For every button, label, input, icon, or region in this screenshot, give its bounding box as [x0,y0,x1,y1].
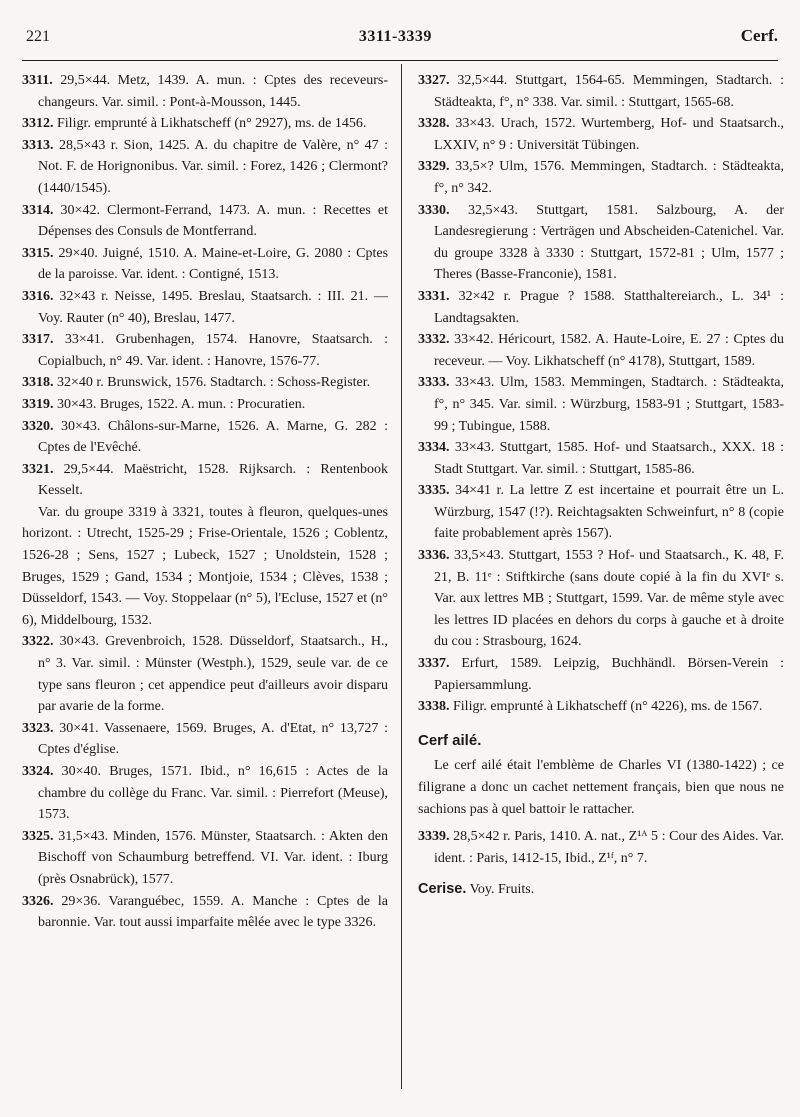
entry-item [418,545,784,653]
entry-number: 3334. [418,440,450,456]
entry-text: 33×41. Grubenhagen, 1574. Hanovre, Staatsarch. : Copialbuch, n° 49. Var. ident. : Hanovre, 1576-77. [38,332,388,369]
entry-item [22,372,388,394]
cross-reference-text: Voy. Fruits. [469,882,535,898]
entry-text: 30×43. Châlons-sur-Marne, 1526. A. Marne, G. 282 : Cptes de l'Evêché. [38,418,389,456]
header-rule [22,60,778,61]
entry-number: 3339. [418,829,450,845]
right-entries [418,70,784,718]
entry-text: Var. du groupe 3319 à 3321, toutes à fleuron, quelques-unes horizont. : Utrecht, 1525-29 ; Frise-Orientale, 1526 ; Coblentz, 1526-28 ; Sens, 1527 ; Lubeck, 1527 ; Unoldstein, 1528 ; Bruges, 1529 ; Gand, 1534 ; Montjoie, 1534 ; Clèves, 1538 ; Düsseldorf, 1543. — Voy. Stoppelaar (n° 5), l'Ecluse, 1527 et (n° 6), Middelbourg, 1532. [22,504,388,628]
entry-number: 3323. [22,720,54,736]
entry-number: 3322. [22,634,54,650]
entry-item [22,113,388,135]
entry-number: 3318. [22,375,54,391]
right-column [418,70,784,901]
entry-number: 3321. [22,461,54,477]
entry-number: 3331. [418,288,450,304]
cross-reference [418,879,784,901]
entry-text: 29×36. Varanguébec, 1559. A. Manche : Cptes de la baronnie. Var. tout aussi imparfaite mêlée avec le type 3326. [38,893,389,931]
entry-item [22,718,388,761]
entry-text: 30×42. Clermont-Ferrand, 1473. A. mun. : Recettes et Dépenses des Consuls de Montferrand. [38,202,388,240]
entry-item [22,200,388,243]
entry-item [22,826,388,891]
entry-text: 33×43. Urach, 1572. Wurtemberg, Hof- und Staatsarch., LXXIV, n° 9 : Universität Tübingen. [434,116,784,153]
entry-text: 31,5×43. Minden, 1576. Münster, Staatsarch. : Akten den Bischoff von Schaumburg betreffend. VI. Var. ident. : Iburg (près Osnabrück), 1577. [38,828,388,887]
left-column [22,70,388,934]
group-note [22,502,388,632]
entry-item [22,70,388,113]
entry-item [22,329,388,372]
entry-item [22,891,388,934]
entry-item [22,286,388,329]
entry-text: 29×40. Juigné, 1510. A. Maine-et-Loire, G. 2080 : Cptes de la paroisse. Var. ident. : Contigné, 1513. [38,245,389,283]
running-head-word: Cerf. [740,26,778,45]
entry-text: 30×40. Bruges, 1571. Ibid., n° 16,615 : Actes de la chambre du collège du Franc. Var. simil. : Pierrefort (Meuse), 1573. [38,764,388,823]
page-header [26,26,778,48]
entry-text: 33×43. Stuttgart, 1585. Hof- und Staatsarch., XXX. 18 : Stadt Stuttgart. Var. simil. : Stuttgart, 1585-86. [434,440,784,477]
entry-item [22,761,388,826]
entry-text: 32,5×43. Stuttgart, 1581. Salzbourg, A. der Landesregierung : Verträgen und Abscheiden-Catenichel. Var. du groupe 3328 à 3330 : Stuttgart, 1572-81 ; Ulm, 1577 ; Theres (Basse-Franconie), 1581. [434,202,785,283]
page-number: 221 [26,28,50,45]
entry-text: 33,5×? Ulm, 1576. Memmingen, Stadtarch. : Städteakta, f°, n° 342. [434,159,784,196]
entry-item [418,372,784,437]
entry-number: 3317. [22,332,54,348]
entry-number: 3314. [22,202,54,218]
entry-range: 3311-3339 [358,28,432,45]
entry-item [418,480,784,545]
entry-number: 3313. [22,137,54,153]
entry-number: 3337. [418,656,450,672]
entry-item [22,459,388,502]
entry-text: 32×42 r. Prague ? 1588. Statthaltereiarch., L. 34¹ : Landtagsakten. [434,288,785,326]
entry-number: 3325. [22,828,54,844]
entry-3339 [418,826,784,869]
entry-text: 30×43. Grevenbroich, 1528. Düsseldorf, Staatsarch., H., n° 3. Var. simil. : Münster (Westph.), 1529, seule var. de ce type sans fleuron ; cet appendice peut d'ailleurs avoir disparu par avarie de la forme. [38,634,388,715]
entry-text: Filigr. emprunté à Likhatscheff (n° 2927), ms. de 1456. [57,116,367,132]
entry-item [418,70,784,113]
entry-item [418,113,784,156]
cross-reference-word: Cerise. [418,881,467,898]
entry-item [22,135,388,200]
entry-text: 32,5×44. Stuttgart, 1564-65. Memmingen, Stadtarch. : Städteakta, f°, n° 338. Var. simil. : Stuttgart, 1565-68. [434,73,784,110]
entry-item [418,653,784,696]
entry-text: 33×42. Héricourt, 1582. A. Haute-Loire, E. 27 : Cptes du receveur. — Voy. Likhatscheff (n° 4178), Stuttgart, 1589. [434,332,784,369]
entry-text: 34×41 r. La lettre Z est incertaine et pourrait être un L. Würzburg, 1547 (!?). Reichtagsakten Schweinfurt, n° 8 (copie faite probablement après 1567). [434,483,784,542]
entry-number: 3328. [418,116,450,132]
entry-text: 29,5×44. Metz, 1439. A. mun. : Cptes des receveurs-changeurs. Var. simil. : Pont-à-Mousson, 1445. [38,73,388,110]
entry-item [22,243,388,286]
entry-item [22,416,388,459]
entry-number: 3336. [418,548,450,564]
entry-number: 3329. [418,159,450,175]
entry-text: 29,5×44. Maëstricht, 1528. Rijksarch. : Rentenbook Kesselt. [38,461,388,499]
entry-text: Filigr. emprunté à Likhatscheff (n° 4226), ms. de 1567. [453,699,763,715]
entry-text: 32×43 r. Neisse, 1495. Breslau, Staatsarch. : III. 21. — Voy. Rauter (n° 40), Breslau, 1477. [38,288,388,326]
entry-number: 3315. [22,245,54,261]
entry-item [418,286,784,329]
entry-number: 3326. [22,893,54,909]
entry-item [418,156,784,199]
entry-item [22,394,388,416]
entry-item [22,631,388,717]
entry-item [418,200,784,286]
entry-number: 3320. [22,418,54,434]
entry-number: 3316. [22,288,54,304]
entry-text: 28,5×42 r. Paris, 1410. A. nat., Z¹ᴬ 5 : Cour des Aides. Var. ident. : Paris, 1412-15, Ibid., Z¹ᶠ, n° 7. [434,829,785,866]
entry-text: 30×43. Bruges, 1522. A. mun. : Procuratien. [57,396,306,412]
entry-number: 3335. [418,483,450,499]
entry-text: 30×41. Vassenaere, 1569. Bruges, A. d'Etat, n° 13,727 : Cptes d'église. [38,720,388,758]
entry-number: 3327. [418,73,450,88]
entry-number: 3311. [22,73,53,88]
entry-number: 3312. [22,116,54,132]
entry-item [418,437,784,480]
section-text: Le cerf ailé était l'emblème de Charles VI (1380-1422) ; ce filigrane a donc un cachet nettement français, bien que nous ne sachions pas à quel battoir le rattacher. [418,758,784,817]
entry-text: 28,5×43 r. Sion, 1425. A. du chapitre de Valère, n° 47 : Not. F. de Horignonibus. Var. simil. : Forez, 1426 ; Clermont? (1440/1545). [38,137,388,196]
entry-text: Erfurt, 1589. Leipzig, Buchhändl. Börsen-Verein : Papiersammlung. [434,656,785,693]
entry-item [418,696,784,718]
entry-number: 3324. [22,764,54,779]
entry-item [418,329,784,372]
entry-text: 32×40 r. Brunswick, 1576. Stadtarch. : Schoss-Register. [57,375,371,391]
column-divider [401,64,402,1089]
entry-number: 3332. [418,332,450,348]
entry-text: 33,5×43. Stuttgart, 1553 ? Hof- und Staatsarch., K. 48, F. 21, B. 11ᵉ : Stiftkirche (sans doute copié à la fin du XVIᵉ s. Var. aux lettres MB ; Stuttgart, 1599. Var. de même style avec les lettres ID placées en dehors du corps à gauche et à droite du cou : Strasbourg, 1624. [434,548,784,650]
section-title: Cerf ailé. [418,731,482,749]
entry-number: 3333. [418,375,450,391]
entry-text: 33×43. Ulm, 1583. Memmingen, Stadtarch. : Städteakta, f°, n° 345. Var. simil. : Würzburg, 1583-91 ; Stuttgart, 1583-99 ; Tubingue, 1588. [434,375,785,434]
entry-number: 3319. [22,396,54,412]
entry-number: 3330. [418,202,450,218]
entry-number: 3338. [418,699,450,715]
